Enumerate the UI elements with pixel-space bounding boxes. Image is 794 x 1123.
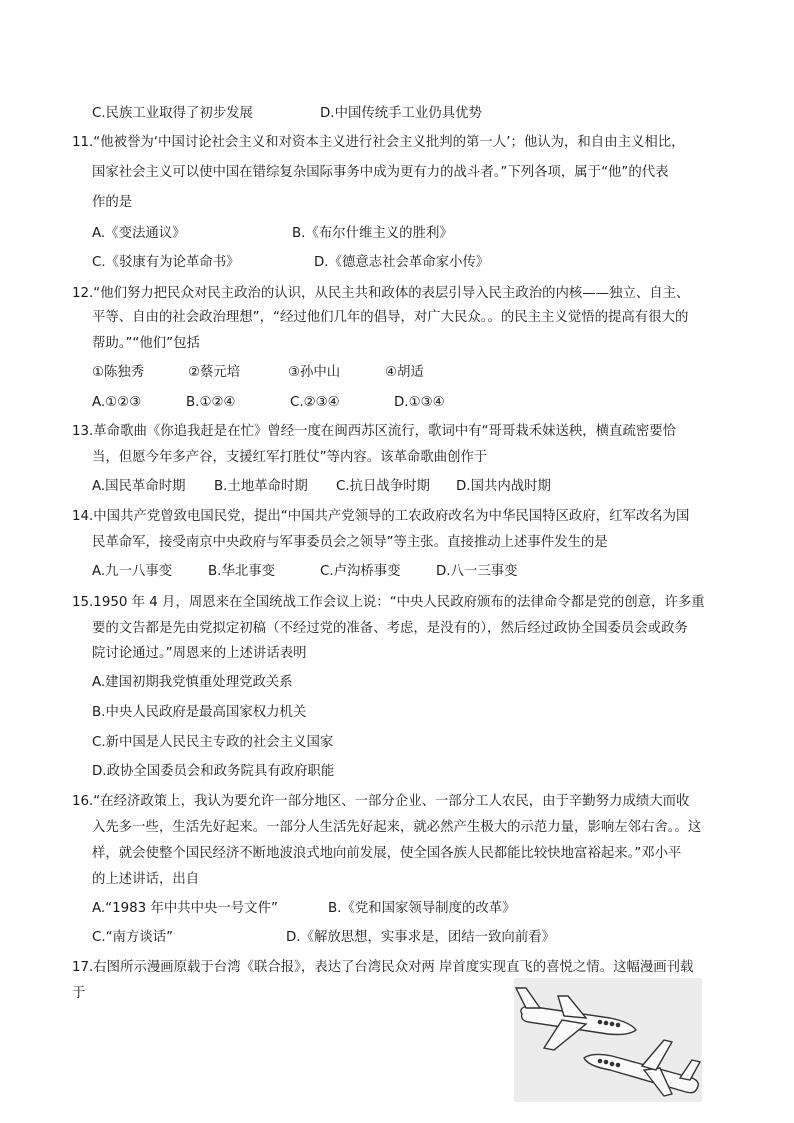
question-text: 院讨论通过。”周恩来的上述讲话表明 — [92, 646, 307, 661]
option-d: D.国共内战时期 — [456, 479, 551, 494]
option-a: A.国民革命时期 — [92, 479, 186, 494]
question-text: 16.“在经济政策上，我认为要允许一部分地区、一部分企业、一部分工人农民，由于辛勤努力成绩大而收 — [72, 794, 690, 809]
option-b: B.土地革命时期 — [214, 479, 308, 494]
option-d: D.《解放思想，实事求是，团结一致向前看》 — [286, 930, 555, 945]
option-b: B.中央人民政府是最高国家权力机关 — [92, 705, 307, 720]
option-a: A.①②③ — [92, 395, 142, 410]
item-2: ②蔡元培 — [188, 365, 241, 380]
question-text: 当，但愿今年多产谷，支援红军打胜仗”等内容。该革命歌曲创作于 — [92, 450, 488, 465]
question-text: 作的是 — [92, 195, 133, 210]
question-text: 17.右图所示漫画原载于台湾《联合报》，表达了台湾民众对两 岸首度实现直飞的喜悦之情。这幅漫画刊载 — [72, 960, 694, 975]
option-c: C.抗日战争时期 — [336, 479, 430, 494]
option-b: B.《布尔什维主义的胜利》 — [292, 226, 453, 241]
option-a: A.建国初期我党慎重处理党政关系 — [92, 675, 293, 690]
question-text: 11.“他被誉为‘中国讨论社会主义和对资本主义进行社会主义批判的第一人’；他认为，和自由主义相比， — [72, 135, 685, 150]
option-d: D.政协全国委员会和政务院具有政府职能 — [92, 764, 335, 779]
question-text: 15.1950 年 4 月，周恩来在全国统战工作会议上说：“中央人民政府颁布的法律命令都是党的创意，许多重 — [72, 595, 705, 610]
option-d: D.《德意志社会革命家小传》 — [314, 255, 490, 270]
item-1: ①陈独秀 — [92, 365, 145, 380]
question-text: 平等、自由的社会政治理想”，“经过他们几年的倡导，对广大民众。。的民主主义觉悟的提高有很大的 — [92, 310, 689, 325]
question-text: 国家社会主义可以使中国在错综复杂国际事务中成为更有力的战斗者。”下列各项，属于“他”的代表 — [92, 165, 669, 180]
question-text: 民革命军，接受南京中央政府与军事委员会之领导”等主张。直接推动上述事件发生的是 — [92, 535, 608, 550]
option-c: C.民族工业取得了初步发展 — [92, 106, 253, 121]
option-a: A.《变法通议》 — [92, 226, 186, 241]
option-c: C.卢沟桥事变 — [320, 564, 401, 579]
option-c: C.②③④ — [290, 395, 340, 410]
option-d: D.八一三事变 — [436, 564, 518, 579]
airplane-cartoon-image — [514, 978, 702, 1102]
question-text: 要的文告都是先由党拟定初稿（不经过党的准备、考虑，是没有的），然后经过政协全国委员会或政务 — [92, 621, 688, 636]
option-c: C.新中国是人民民主专政的社会主义国家 — [92, 735, 334, 750]
question-text: 14.中国共产党曾致电国民党，提出“中国共产党领导的工农政府改名为中华民国特区政府，红军改名为国 — [72, 509, 690, 524]
option-a: A.九一八事变 — [92, 564, 173, 579]
question-text: 帮助。”“他们”包括 — [92, 336, 200, 351]
option-b: B.①②④ — [186, 395, 236, 410]
option-c: C.《驳康有为论革命书》 — [92, 255, 240, 270]
question-text: 入先多一些，生活先好起来。一部分人生活先好起来，就必然产生极大的示范力量，影响左邻右舍。。这 — [92, 820, 702, 835]
item-3: ③孙中山 — [288, 365, 341, 380]
item-4: ④胡适 — [385, 365, 424, 380]
question-text: 的上述讲话，出自 — [92, 872, 200, 887]
option-b: B.华北事变 — [208, 564, 276, 579]
option-d: D.①③④ — [394, 395, 445, 410]
question-text: 12.“他们努力把民众对民主政治的认识，从民主共和政体的表层引导入民主政治的内核——独立、自主、 — [72, 286, 690, 301]
option-a: A.“1983 年中共中央一号文件” — [92, 901, 278, 916]
question-text: 于 — [72, 986, 86, 1001]
airplanes-icon — [514, 978, 702, 1102]
question-text: 13.革命歌曲《你追我赶是在忙》曾经一度在闽西苏区流行，歌词中有“哥哥栽禾妹送秧，横直疏密要恰 — [72, 424, 677, 439]
option-c: C.“南方谈话” — [92, 930, 174, 945]
option-b: B.《党和国家领导制度的改革》 — [328, 901, 516, 916]
question-text: 样，就会使整个国民经济不断地波浪式地向前发展，使全国各族人民都能比较快地富裕起来。”邓小平 — [92, 846, 682, 861]
option-d: D.中国传统手工业仍具优势 — [320, 106, 482, 121]
